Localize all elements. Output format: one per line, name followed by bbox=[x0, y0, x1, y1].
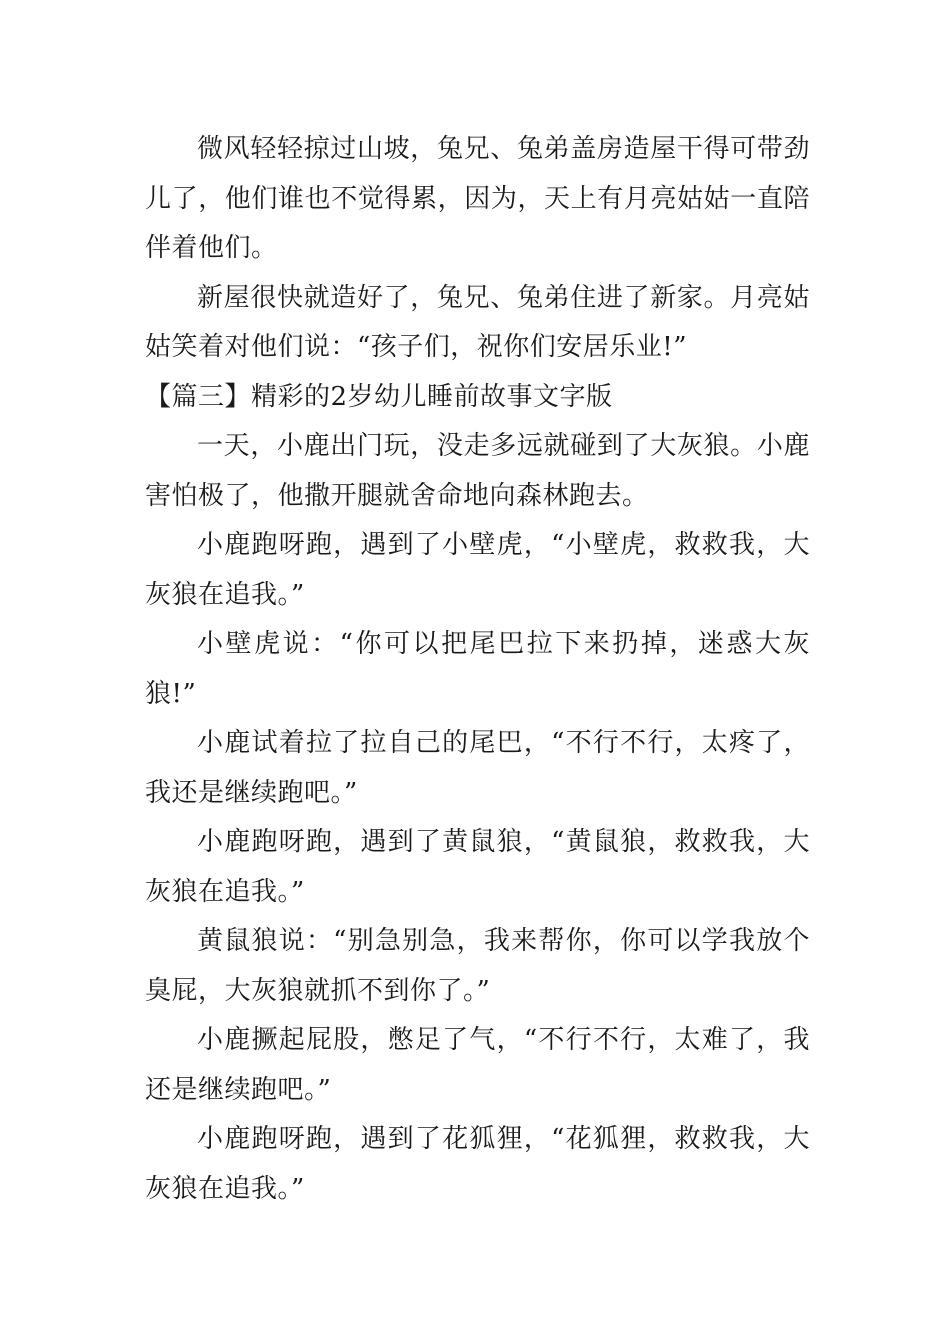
paragraph-weasel-advice: 黄鼠狼说：“别急别急，我来帮你，你可以学我放个臭屁，大灰狼就抓不到你了。” bbox=[145, 926, 810, 1006]
paragraph-deer-meets-wolf: 一天，小鹿出门玩，没走多远就碰到了大灰狼。小鹿害怕极了，他撒开腿就舍命地向森林跑去。 bbox=[145, 431, 810, 511]
paragraph-gecko-advice: 小壁虎说：“你可以把尾巴拉下来扔掉，迷惑大灰狼!” bbox=[145, 629, 810, 709]
paragraph-deer-tries: 小鹿撅起屁股，憋足了气，“不行不行，太难了，我还是继续跑吧。” bbox=[145, 1025, 810, 1105]
section-heading: 【篇三】精彩的2岁幼儿睡前故事文字版 bbox=[145, 381, 613, 412]
paragraph-deer-meets-weasel: 小鹿跑呀跑，遇到了黄鼠狼，“黄鼠狼，救救我，大灰狼在追我。” bbox=[145, 827, 810, 907]
paragraph-deer-meets-fox: 小鹿跑呀跑，遇到了花狐狸，“花狐狸，救救我，大灰狼在追我。” bbox=[145, 1124, 810, 1204]
paragraph-rabbits-building: 微风轻轻掠过山坡，兔兄、兔弟盖房造屋干得可带劲儿了，他们谁也不觉得累，因为，天上有月亮姑姑一直陪伴着他们。 bbox=[145, 134, 810, 263]
paragraph-deer-meets-gecko: 小鹿跑呀跑，遇到了小壁虎，“小壁虎，救救我，大灰狼在追我。” bbox=[145, 530, 810, 610]
paragraph-new-house: 新屋很快就造好了，兔兄、兔弟住进了新家。月亮姑姑笑着对他们说：“孩子们，祝你们安居乐业!” bbox=[145, 282, 810, 362]
document-body bbox=[145, 125, 810, 1214]
paragraph-deer-tail: 小鹿试着拉了拉自己的尾巴，“不行不行，太疼了，我还是继续跑吧。” bbox=[145, 728, 810, 808]
